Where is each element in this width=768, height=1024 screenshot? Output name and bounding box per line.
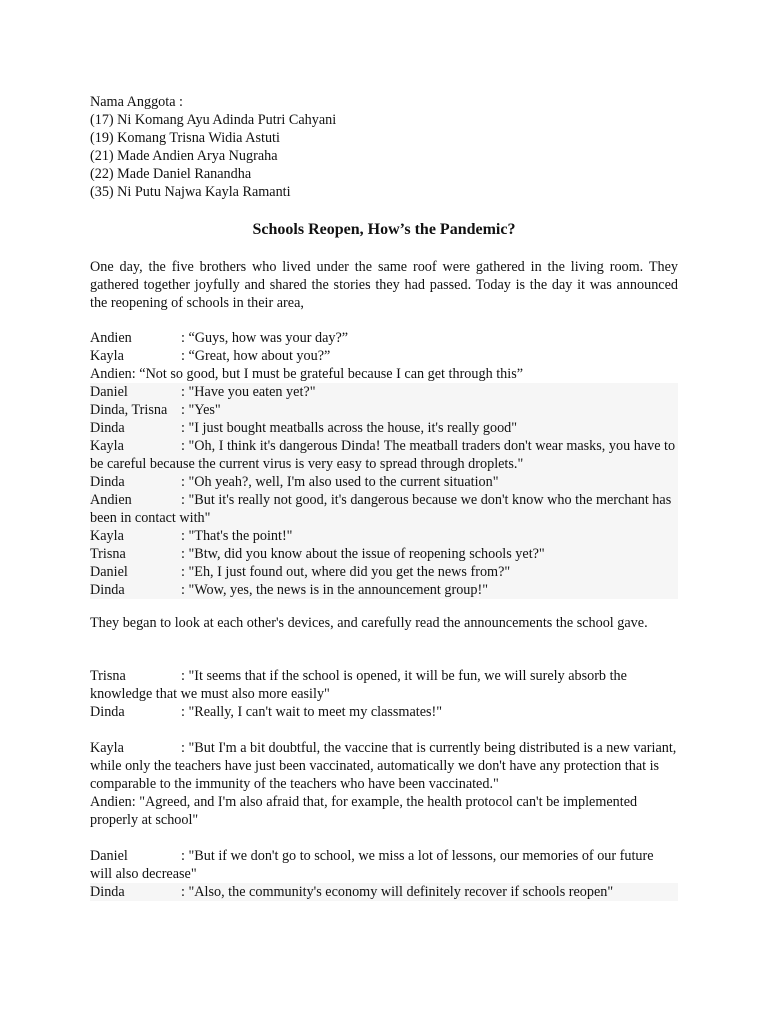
dialogue-text: "Agreed, and I'm also afraid that, for example, the health protocol can't be implemented properly at school" <box>90 794 638 828</box>
narration-paragraph: They began to look at each other's devices, and carefully read the announcements the school gave. <box>90 615 648 631</box>
dialogue-text: : "Also, the community's economy will definitely recover if schools reopen" <box>181 884 614 900</box>
member-list <box>90 93 678 201</box>
speaker: Dinda <box>90 704 125 720</box>
dialogue-line <box>90 739 678 793</box>
member-item: (21) Made Andien Arya Nugraha <box>90 148 278 164</box>
dialogue-text: : “Guys, how was your day?” <box>181 330 349 346</box>
speaker: Kayla <box>90 528 124 544</box>
dialogue-line <box>90 545 678 563</box>
dialogue-text: : "Btw, did you know about the issue of reopening schools yet?" <box>181 546 545 562</box>
member-item: (35) Ni Putu Najwa Kayla Ramanti <box>90 184 291 200</box>
dialogue-text: : "It seems that if the school is opened, it will be fun, we will surely absorb the knowledge that we must also more easily" <box>90 668 627 702</box>
dialogue-line <box>90 419 678 437</box>
dialogue-text: : "Oh yeah?, well, I'm also used to the current situation" <box>181 474 499 490</box>
speaker: Andien <box>90 330 132 346</box>
dialogue-text: : "But I'm a bit doubtful, the vaccine that is currently being distributed is a new variant, while only the teachers have just been vaccinated, automatically we don't have any protection that is comparable to the immunity of the teachers who have been vaccinated." <box>90 740 677 792</box>
dialogue-line <box>90 401 678 419</box>
dialogue-line <box>90 793 678 829</box>
speaker: Andien <box>90 492 132 508</box>
dialogue-section-3 <box>90 739 678 829</box>
dialogue-line <box>90 473 678 491</box>
dialogue-line <box>90 365 678 383</box>
speaker: Trisna <box>90 668 126 684</box>
speaker: Dinda <box>90 474 125 490</box>
member-item: (22) Made Daniel Ranandha <box>90 166 252 182</box>
dialogue-line <box>90 847 678 883</box>
speaker: Dinda, Trisna <box>90 402 168 418</box>
dialogue-line <box>90 347 678 365</box>
dialogue-line <box>90 437 678 473</box>
dialogue-text: : "Yes" <box>181 402 221 418</box>
dialogue-text: : "Oh, I think it's dangerous Dinda! The meatball traders don't wear masks, you have to be careful because the current virus is very easy to spread through droplets." <box>90 438 676 472</box>
dialogue-text: : "I just bought meatballs across the house, it's really good" <box>181 420 518 436</box>
dialogue-text: “Not so good, but I must be grateful because I can get through this” <box>139 366 524 382</box>
dialogue-section-2 <box>90 667 678 721</box>
speaker: Andien: <box>90 794 136 810</box>
dialogue-line <box>90 667 678 703</box>
speaker: Daniel <box>90 564 128 580</box>
intro-paragraph: One day, the five brothers who lived under the same roof were gathered in the living room. They gathered together joyfully and shared the stories they had passed. Today is the day it was announced the reopening of schools in their area, <box>90 259 678 311</box>
dialogue-line <box>90 491 678 527</box>
dialogue-section-4 <box>90 847 678 901</box>
dialogue-text: : “Great, how about you?” <box>181 348 331 364</box>
dialogue-line <box>90 883 678 901</box>
speaker: Dinda <box>90 884 125 900</box>
speaker: Andien: <box>90 366 136 382</box>
dialogue-text: : "But if we don't go to school, we miss a lot of lessons, our memories of our future will also decrease" <box>90 848 654 882</box>
dialogue-text: : "Have you eaten yet?" <box>181 384 316 400</box>
speaker: Trisna <box>90 546 126 562</box>
dialogue-line <box>90 527 678 545</box>
speaker: Kayla <box>90 740 124 756</box>
dialogue-line <box>90 563 678 581</box>
speaker: Kayla <box>90 348 124 364</box>
speaker: Daniel <box>90 384 128 400</box>
speaker: Kayla <box>90 438 124 454</box>
speaker: Dinda <box>90 582 125 598</box>
dialogue-line <box>90 383 678 401</box>
dialogue-text: : "Really, I can't wait to meet my classmates!" <box>181 704 443 720</box>
speaker: Dinda <box>90 420 125 436</box>
dialogue-section-1 <box>90 329 678 599</box>
document-title: Schools Reopen, How’s the Pandemic? <box>252 221 516 238</box>
member-item: (19) Komang Trisna Widia Astuti <box>90 130 280 146</box>
speaker: Daniel <box>90 848 128 864</box>
dialogue-text: : "That's the point!" <box>181 528 293 544</box>
dialogue-line <box>90 581 678 599</box>
member-heading: Nama Anggota : <box>90 94 183 110</box>
member-item: (17) Ni Komang Ayu Adinda Putri Cahyani <box>90 112 337 128</box>
dialogue-text: : "But it's really not good, it's dangerous because we don't know who the merchant has been in contact with" <box>90 492 672 526</box>
dialogue-text: : "Wow, yes, the news is in the announcement group!" <box>181 582 488 598</box>
dialogue-line <box>90 329 678 347</box>
dialogue-text: : "Eh, I just found out, where did you get the news from?" <box>181 564 511 580</box>
dialogue-line <box>90 703 678 721</box>
